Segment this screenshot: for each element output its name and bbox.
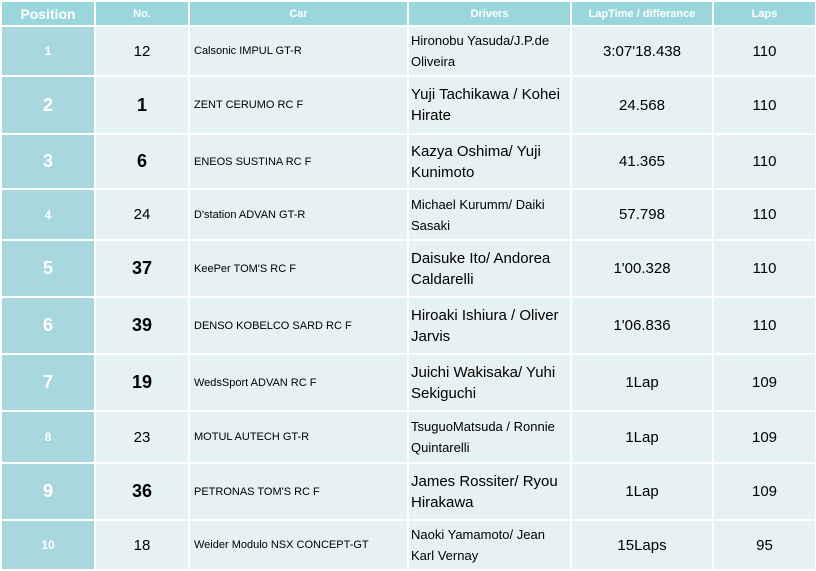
car-cell: KeePer TOM'S RC F (189, 240, 408, 297)
drivers-cell: James Rossiter/ Ryou Hirakawa (408, 463, 571, 520)
car-number-cell: 24 (95, 189, 189, 240)
car-cell: D'station ADVAN GT-R (189, 189, 408, 240)
car-number-cell: 23 (95, 411, 189, 463)
laptime-cell: 1'06.836 (571, 297, 713, 354)
car-number-cell: 37 (95, 240, 189, 297)
position-cell: 3 (1, 134, 95, 189)
drivers-cell: Yuji Tachikawa / Kohei Hirate (408, 76, 571, 134)
drivers-cell: Juichi Wakisaka/ Yuhi Sekiguchi (408, 354, 571, 411)
position-cell: 6 (1, 297, 95, 354)
table-row (1, 134, 816, 189)
laptime-cell: 1Lap (571, 411, 713, 463)
laps-cell: 110 (713, 76, 816, 134)
laps-cell: 95 (713, 520, 816, 570)
table-row (1, 240, 816, 297)
car-header: Car (189, 1, 408, 26)
drivers-cell: TsuguoMatsuda / Ronnie Quintarelli (408, 411, 571, 463)
laptime-cell: 57.798 (571, 189, 713, 240)
position-cell: 5 (1, 240, 95, 297)
laps-cell: 110 (713, 26, 816, 76)
table-row (1, 411, 816, 463)
table-row (1, 354, 816, 411)
car-number-cell: 1 (95, 76, 189, 134)
laptime-header: LapTime / differance (571, 1, 713, 26)
car-cell: MOTUL AUTECH GT-R (189, 411, 408, 463)
laps-cell: 109 (713, 411, 816, 463)
laptime-cell: 1'00.328 (571, 240, 713, 297)
car-number-cell: 12 (95, 26, 189, 76)
drivers-cell: Hironobu Yasuda/J.P.de Oliveira (408, 26, 571, 76)
laptime-cell: 1Lap (571, 463, 713, 520)
laps-cell: 110 (713, 240, 816, 297)
position-cell: 2 (1, 76, 95, 134)
table-row (1, 189, 816, 240)
car-number-cell: 39 (95, 297, 189, 354)
number-header: No. (95, 1, 189, 26)
position-cell: 7 (1, 354, 95, 411)
car-number-cell: 36 (95, 463, 189, 520)
car-number-cell: 6 (95, 134, 189, 189)
position-cell: 1 (1, 26, 95, 76)
drivers-header: Drivers (408, 1, 571, 26)
car-cell: PETRONAS TOM'S RC F (189, 463, 408, 520)
car-cell: Weider Modulo NSX CONCEPT-GT (189, 520, 408, 570)
car-cell: ZENT CERUMO RC F (189, 76, 408, 134)
position-header: Position (1, 1, 95, 26)
table-row (1, 463, 816, 520)
position-cell: 9 (1, 463, 95, 520)
laps-cell: 109 (713, 463, 816, 520)
table-row (1, 297, 816, 354)
position-cell: 10 (1, 520, 95, 570)
laps-cell: 110 (713, 297, 816, 354)
car-cell: DENSO KOBELCO SARD RC F (189, 297, 408, 354)
car-number-cell: 19 (95, 354, 189, 411)
laptime-cell: 15Laps (571, 520, 713, 570)
car-cell: ENEOS SUSTINA RC F (189, 134, 408, 189)
drivers-cell: Michael Kurumm/ Daiki Sasaki (408, 189, 571, 240)
car-cell: WedsSport ADVAN RC F (189, 354, 408, 411)
laptime-cell: 1Lap (571, 354, 713, 411)
header-row (1, 1, 816, 26)
table-row (1, 520, 816, 570)
laptime-cell: 41.365 (571, 134, 713, 189)
car-number-cell: 18 (95, 520, 189, 570)
drivers-cell: Kazya Oshima/ Yuji Kunimoto (408, 134, 571, 189)
laptime-cell: 24.568 (571, 76, 713, 134)
laps-header: Laps (713, 1, 816, 26)
laps-cell: 109 (713, 354, 816, 411)
table-row (1, 26, 816, 76)
position-cell: 4 (1, 189, 95, 240)
table-row (1, 76, 816, 134)
drivers-cell: Daisuke Ito/ Andorea Caldarelli (408, 240, 571, 297)
position-cell: 8 (1, 411, 95, 463)
drivers-cell: Naoki Yamamoto/ Jean Karl Vernay (408, 520, 571, 570)
laps-cell: 110 (713, 189, 816, 240)
drivers-cell: Hiroaki Ishiura / Oliver Jarvis (408, 297, 571, 354)
laps-cell: 110 (713, 134, 816, 189)
laptime-cell: 3:07'18.438 (571, 26, 713, 76)
car-cell: Calsonic IMPUL GT-R (189, 26, 408, 76)
